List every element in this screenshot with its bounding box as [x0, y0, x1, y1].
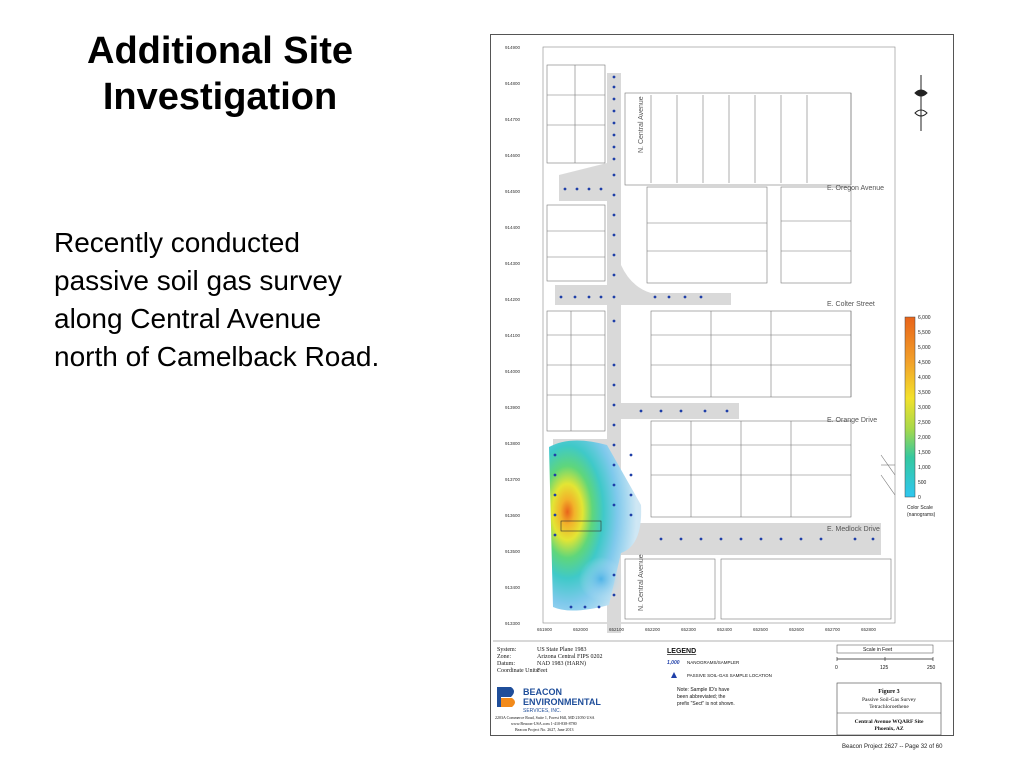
- x-axis-labels: [537, 627, 877, 632]
- sample-marker: [584, 606, 587, 609]
- sample-marker: [780, 538, 783, 541]
- north-arrow-icon: [915, 75, 927, 131]
- sample-marker: [613, 158, 616, 161]
- street-label-oregon: E. Oregon Avenue: [827, 185, 885, 192]
- sample-marker: [726, 410, 729, 413]
- sample-marker: [613, 146, 616, 149]
- street-label-orange: E. Orange Drive: [827, 417, 878, 424]
- title-line-1: Additional Site: [87, 30, 353, 72]
- sample-marker: [574, 296, 577, 299]
- sample-marker: [720, 538, 723, 541]
- figure-title-box: [837, 683, 941, 735]
- y-tick-label: 914500: [505, 189, 521, 194]
- sample-marker: [760, 538, 763, 541]
- sample-marker: [630, 454, 633, 457]
- sample-marker: [684, 296, 687, 299]
- title-line-2: Investigation: [102, 76, 338, 118]
- y-tick-label: 913600: [505, 513, 521, 518]
- scale-label: 3,000: [918, 405, 931, 411]
- body-line: Recently conducted: [54, 227, 300, 258]
- x-tick-label: 651900: [537, 627, 553, 632]
- sample-marker: [820, 538, 823, 541]
- y-tick-label: 913800: [505, 441, 521, 446]
- scale-label: 0: [918, 495, 921, 501]
- y-tick-label: 913300: [505, 621, 521, 626]
- y-tick-label: 913900: [505, 405, 521, 410]
- legend: [667, 648, 772, 707]
- sample-marker: [613, 384, 616, 387]
- sample-marker: [554, 514, 557, 517]
- slide-title: [30, 28, 410, 120]
- street-label-central-north: N. Central Avenue: [638, 96, 645, 153]
- survey-map-svg: [491, 35, 955, 737]
- sample-marker: [613, 364, 616, 367]
- sample-marker: [613, 98, 616, 101]
- y-tick-label: 914200: [505, 297, 521, 302]
- scale-label: 5,500: [918, 330, 931, 336]
- units-label: Coordinate Units:: [497, 668, 540, 674]
- sample-marker: [588, 188, 591, 191]
- sample-marker: [600, 296, 603, 299]
- sample-marker: [613, 174, 616, 177]
- sample-marker: [598, 606, 601, 609]
- sample-marker: [630, 514, 633, 517]
- y-tick-label: 914000: [505, 369, 521, 374]
- sample-marker: [600, 188, 603, 191]
- figure-title: Passive Soil-Gas Survey: [861, 697, 917, 703]
- datum-label: Datum:: [497, 661, 515, 667]
- sample-marker: [613, 134, 616, 137]
- concentration-plume-secondary: [579, 557, 623, 601]
- sample-marker: [613, 444, 616, 447]
- body-line: along Central Avenue: [54, 303, 322, 334]
- legend-nano-text: NANOGRAMS/SAMPLER: [687, 660, 740, 665]
- company-address-line: 2203A Commerce Road, Suite 1, Forest Hill, MD 21050 USA: [495, 715, 595, 720]
- scale-label: 2,500: [918, 420, 931, 426]
- y-tick-label: 914700: [505, 117, 521, 122]
- sample-marker: [613, 296, 616, 299]
- survey-figure: [490, 34, 954, 736]
- sample-marker: [640, 410, 643, 413]
- datum-value: NAD 1983 (HARN): [537, 661, 586, 667]
- system-label: System:: [497, 647, 517, 653]
- sample-marker: [613, 110, 616, 113]
- sample-marker: [680, 538, 683, 541]
- scale-label: 3,500: [918, 390, 931, 396]
- x-tick-label: 652200: [645, 627, 661, 632]
- figure-site: Central Avenue WQARF Site: [854, 719, 924, 725]
- sample-marker: [576, 188, 579, 191]
- scale-bar-title: Scale in Feet: [863, 647, 893, 653]
- x-tick-label: 652700: [825, 627, 841, 632]
- sample-marker: [740, 538, 743, 541]
- street-label-medlock: E. Medlock Drive: [827, 526, 880, 533]
- scale-label: 1,000: [918, 465, 931, 471]
- company-address: [495, 715, 595, 733]
- coordinate-info: [497, 647, 603, 674]
- sample-marker: [613, 484, 616, 487]
- x-tick-label: 652400: [717, 627, 733, 632]
- y-tick-label: 914800: [505, 81, 521, 86]
- sample-marker: [588, 296, 591, 299]
- sample-marker: [613, 404, 616, 407]
- sample-marker: [872, 538, 875, 541]
- scale-label: 6,000: [918, 315, 931, 321]
- slide-body-text: [54, 224, 474, 376]
- x-tick-label: 652600: [789, 627, 805, 632]
- sample-marker: [554, 454, 557, 457]
- y-tick-label: 913500: [505, 549, 521, 554]
- units-value: Feet: [537, 668, 548, 674]
- colter-road-west: [555, 285, 607, 305]
- scale-label: 5,000: [918, 345, 931, 351]
- legend-note: prefix "Sect" is not shown.: [677, 701, 735, 707]
- sample-marker: [613, 122, 616, 125]
- scale-label: 500: [918, 480, 927, 486]
- sample-triangle-icon: [671, 672, 677, 678]
- scale-bar-label: 250: [927, 665, 936, 671]
- sample-marker: [613, 574, 616, 577]
- sample-marker: [554, 534, 557, 537]
- legend-note: been abbreviated; the: [677, 694, 726, 700]
- street-label-central-south: N. Central Avenue: [638, 554, 645, 611]
- scale-label: 4,500: [918, 360, 931, 366]
- sample-marker: [613, 86, 616, 89]
- figure-number: Figure 3: [878, 689, 900, 695]
- scale-caption: Color Scale: [907, 505, 933, 511]
- legend-sample-text: PASSIVE SOIL-GAS SAMPLE LOCATION: [687, 673, 772, 678]
- y-tick-label: 914600: [505, 153, 521, 158]
- sample-marker: [613, 254, 616, 257]
- x-tick-label: 652500: [753, 627, 769, 632]
- sample-marker: [630, 474, 633, 477]
- legend-title: LEGEND: [667, 648, 697, 655]
- scale-bar-label: 0: [835, 665, 838, 671]
- sample-marker: [613, 234, 616, 237]
- x-tick-label: 652000: [573, 627, 589, 632]
- sample-marker: [704, 410, 707, 413]
- company-contact-line: www.Beacon-USA.com 1-410-838-8780: [511, 721, 577, 726]
- color-scale-bar: [905, 317, 915, 497]
- sample-marker: [660, 410, 663, 413]
- sample-marker: [554, 474, 557, 477]
- scale-label: 1,500: [918, 450, 931, 456]
- sample-marker: [570, 606, 573, 609]
- zone-label: Zone:: [497, 654, 511, 660]
- x-tick-label: 652800: [861, 627, 877, 632]
- sample-marker: [660, 538, 663, 541]
- sample-marker: [800, 538, 803, 541]
- legend-nano-value: 1,000: [667, 660, 680, 666]
- y-tick-label: 914300: [505, 261, 521, 266]
- sample-marker: [668, 296, 671, 299]
- sample-marker: [613, 504, 616, 507]
- y-tick-label: 913400: [505, 585, 521, 590]
- company-name-line3: SERVICES, INC.: [523, 708, 561, 714]
- footer-page-note: Beacon Project 2627 -- Page 32 of 60: [842, 744, 943, 750]
- scale-label: 4,000: [918, 375, 931, 381]
- scale-label: 2,000: [918, 435, 931, 441]
- sample-marker: [613, 424, 616, 427]
- scale-bar-label: 125: [880, 665, 889, 671]
- sample-marker: [630, 494, 633, 497]
- x-tick-label: 652100: [609, 627, 625, 632]
- y-tick-label: 914400: [505, 225, 521, 230]
- company-name-line2: ENVIRONMENTAL: [523, 697, 601, 707]
- figure-title: Tetrachloroethene: [869, 704, 909, 710]
- street-label-colter: E. Colter Street: [827, 301, 875, 308]
- company-name-line1: BEACON: [523, 687, 563, 697]
- y-tick-label: 914900: [505, 45, 521, 50]
- body-line: north of Camelback Road.: [54, 341, 380, 372]
- y-tick-label: 914100: [505, 333, 521, 338]
- sample-marker: [554, 494, 557, 497]
- sample-marker: [613, 320, 616, 323]
- sample-marker: [654, 296, 657, 299]
- sample-marker: [700, 538, 703, 541]
- sample-marker: [564, 188, 567, 191]
- scale-bar: [835, 645, 936, 671]
- body-line: passive soil gas survey: [54, 265, 342, 296]
- sample-marker: [613, 594, 616, 597]
- zone-value: Arizona Central FIPS 0202: [537, 654, 603, 660]
- sample-marker: [700, 296, 703, 299]
- sample-marker: [613, 274, 616, 277]
- sample-marker: [854, 538, 857, 541]
- sample-marker: [613, 76, 616, 79]
- scale-caption: (nanograms): [907, 512, 936, 518]
- sample-marker: [613, 214, 616, 217]
- figure-location: Phoenix, AZ: [874, 726, 904, 732]
- x-tick-label: 652300: [681, 627, 697, 632]
- sample-marker: [613, 194, 616, 197]
- company-project-line: Beacon Project No. 2627, June 2013: [515, 727, 574, 732]
- y-axis-labels: [505, 45, 521, 626]
- sample-marker: [613, 464, 616, 467]
- sample-marker: [560, 296, 563, 299]
- system-value: US State Plane 1983: [537, 647, 587, 653]
- legend-note: Note: Sample ID's have: [677, 687, 730, 693]
- sample-marker: [680, 410, 683, 413]
- y-tick-label: 913700: [505, 477, 521, 482]
- beacon-logo: [497, 687, 601, 714]
